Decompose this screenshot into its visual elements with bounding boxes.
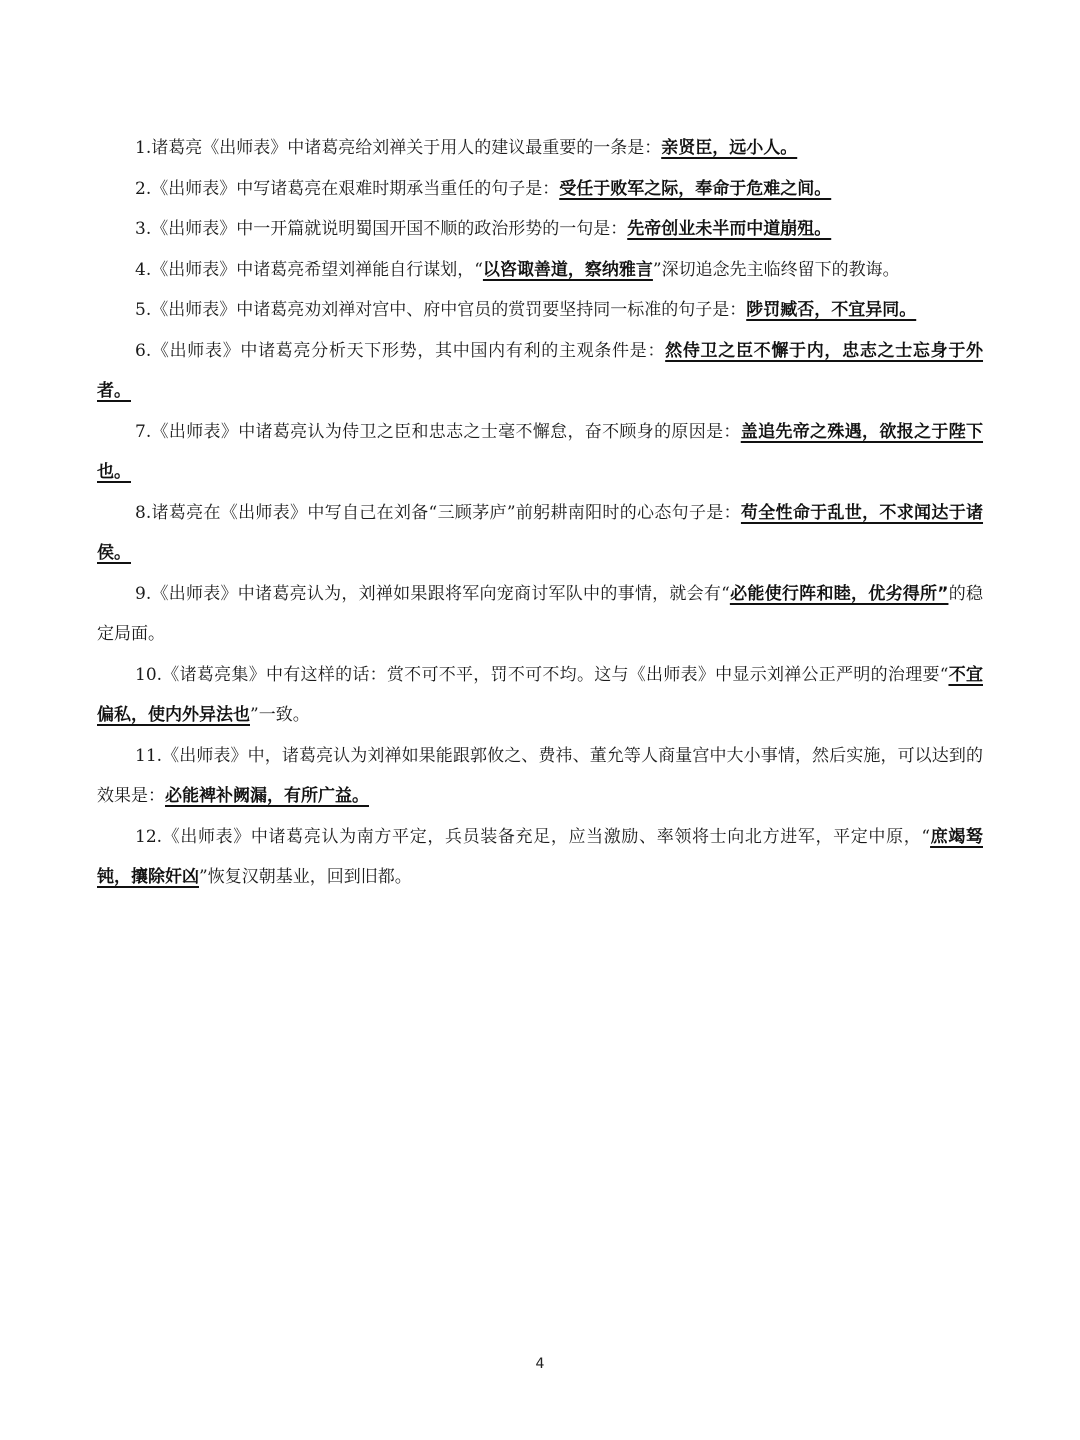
- question-text: 3.《出师表》中一开篇就说明蜀国开国不顺的政治形势的一句是：: [135, 219, 628, 239]
- question-suffix: 的稳定局面。: [97, 583, 983, 644]
- question-item-2: [97, 169, 983, 210]
- question-item-3: [97, 209, 983, 250]
- answer-text: 庶竭驽钝，攘除奸凶: [97, 826, 983, 887]
- question-suffix: ”恢复汉朝基业，回到旧都。: [199, 867, 412, 887]
- question-text: 4.《出师表》中诸葛亮希望刘禅能自行谋划，“: [135, 259, 483, 280]
- question-text: 8.诸葛亮在《出师表》中写自己在刘备“三顾茅庐”前躬耕南阳时的心态句子是：: [135, 502, 741, 523]
- answer-text: 亲贤臣，远小人。: [661, 138, 798, 158]
- question-item-11: [97, 736, 983, 817]
- answer-text: 陟罚臧否，不宜异同。: [746, 300, 917, 320]
- answer-text: 不宜偏私，使内外异法也: [97, 664, 983, 725]
- question-item-1: [97, 128, 983, 169]
- answer-text: 受任于败军之际，奉命于危难之间。: [559, 178, 832, 199]
- question-text: 12.《出师表》中诸葛亮认为南方平定，兵员装备充足，应当激励、率领将士向北方进军，平定中原，“: [135, 826, 931, 847]
- question-suffix: ”深切追念先主临终留下的教诲。: [652, 259, 900, 280]
- question-text: 2.《出师表》中写诸葛亮在艰难时期承当重任的句子是：: [135, 178, 560, 199]
- question-item-5: [97, 290, 983, 331]
- page-number: 4: [535, 1356, 545, 1372]
- answer-text: 先帝创业未半而中道崩殂。: [627, 219, 832, 239]
- question-item-7: [97, 412, 983, 493]
- question-text: 6.《出师表》中诸葛亮分析天下形势，其中国内有利的主观条件是：: [135, 340, 666, 361]
- question-text: 10.《诸葛亮集》中有这样的话：赏不可不平，罚不可不均。这与《出师表》中显示刘禅公正严明的治理要“: [135, 664, 949, 685]
- question-item-4: [97, 250, 983, 291]
- question-text: 7.《出师表》中诸葛亮认为侍卫之臣和忠志之士毫不懈怠，奋不顾身的原因是：: [135, 421, 741, 442]
- question-suffix: ”一致。: [250, 705, 310, 725]
- answer-text: 苟全性命于乱世，不求闻达于诸侯。: [97, 502, 984, 563]
- question-text: 1.诸葛亮《出师表》中诸葛亮给刘禅关于用人的建议最重要的一条是：: [135, 138, 662, 158]
- question-item-6: [97, 331, 983, 412]
- question-text: 5.《出师表》中诸葛亮劝刘禅对宫中、府中官员的赏罚要坚持同一标准的句子是：: [135, 300, 747, 320]
- answer-text: 必能使行阵和睦，优劣得所”: [729, 583, 949, 604]
- question-text: 9.《出师表》中诸葛亮认为，刘禅如果跟将军向宠商讨军队中的事情，就会有“: [135, 583, 730, 604]
- question-text: 11.《出师表》中，诸葛亮认为刘禅如果能跟郭攸之、费祎、董允等人商量宫中大小事情，然后实施，可以达到的效果是：: [97, 745, 983, 806]
- answer-text: 以咨诹善道，察纳雅言: [482, 259, 653, 280]
- answer-text: 然侍卫之臣不懈于内，忠志之士忘身于外者。: [97, 340, 984, 401]
- question-list: [97, 128, 983, 898]
- question-item-9: [97, 574, 983, 655]
- question-item-12: [97, 817, 983, 898]
- answer-text: 盖追先帝之殊遇，欲报之于陛下也。: [97, 421, 984, 482]
- answer-text: 必能裨补阙漏，有所广益。: [165, 786, 369, 806]
- question-item-8: [97, 493, 983, 574]
- question-item-10: [97, 655, 983, 736]
